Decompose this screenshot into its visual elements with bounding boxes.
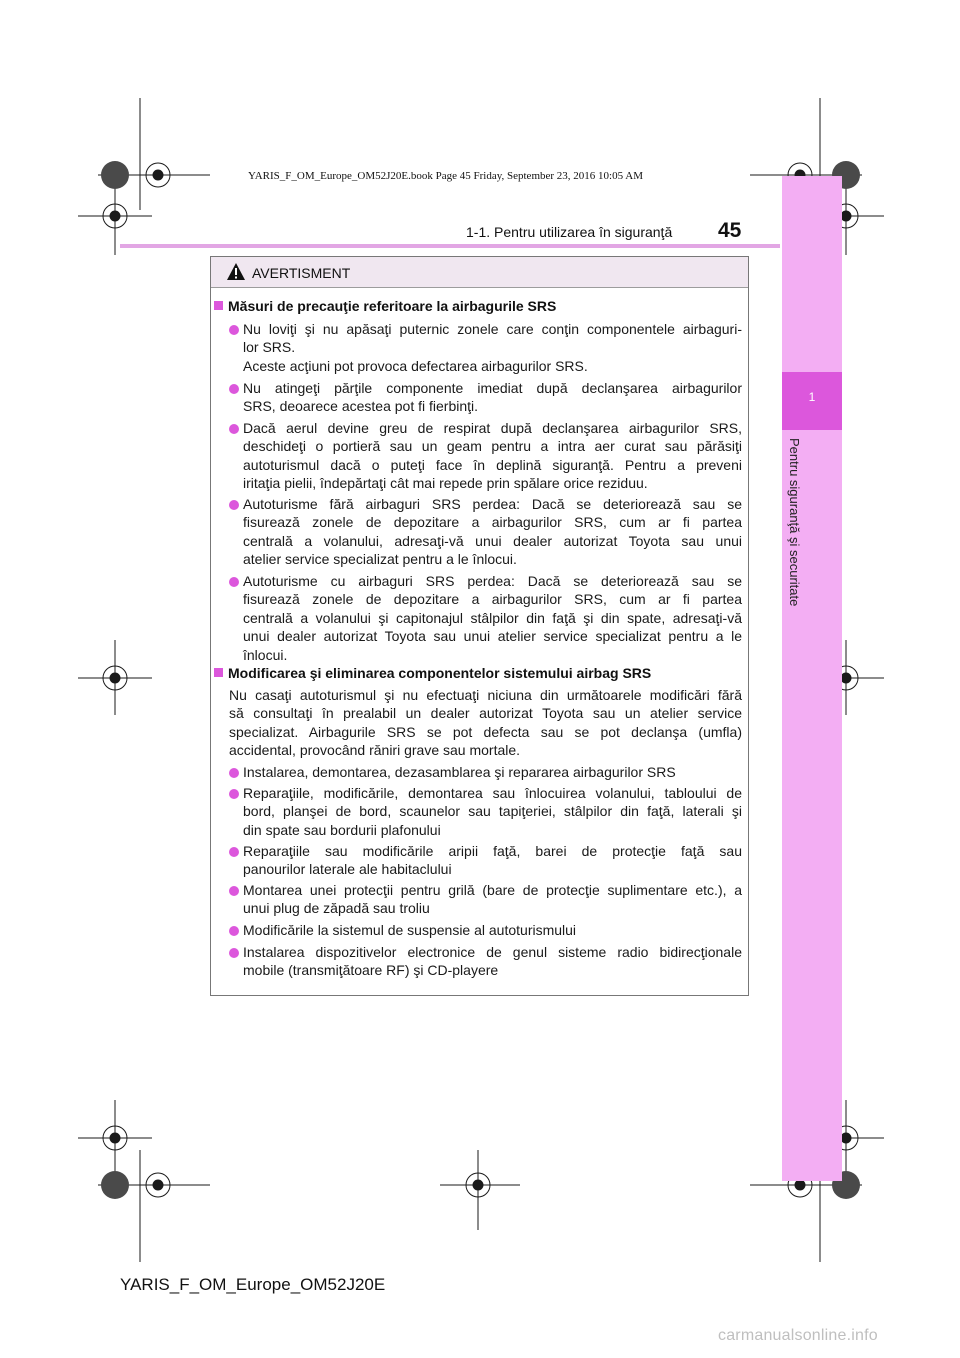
section2-heading: Modificarea şi eliminarea componentelor sistemului airbag SRS xyxy=(214,665,651,681)
list-item: Modificările la sistemul de suspensie al autoturismului xyxy=(243,922,577,938)
square-bullet-icon xyxy=(214,668,223,677)
side-tab-number: 1 xyxy=(808,390,816,404)
page-number: 45 xyxy=(718,219,742,242)
side-tab-title: Pentru siguranţă şi securitate xyxy=(787,438,802,607)
list-item: Instalarea dispozitivelor electronice de genul sisteme radio bidirecţionale mobile (transmiţătoare RF) şi CD-playere xyxy=(243,944,742,979)
bullet-icon xyxy=(229,325,239,335)
side-tab-title-wrap xyxy=(786,438,806,638)
book-info: YARIS_F_OM_Europe_OM52J20E.book Page 45 Friday, September 23, 2016 10:05 AM xyxy=(248,170,643,182)
section-title: 1-1. Pentru utilizarea în siguranţă xyxy=(466,224,673,240)
list-item: Autoturisme fără airbaguri SRS perdea: Dacă se deteriorează sau se fisurează zonele de depozitare a airbagurilor SRS, cum ar fi partea centrală a volanului, adresaţi-vă unui dealer autorizat Toyota sau unui atelier service specializat pentru a le înlocui. xyxy=(243,496,742,568)
footer-code: YARIS_F_OM_Europe_OM52J20E xyxy=(120,1275,386,1294)
bullet-icon xyxy=(229,847,239,857)
bullet-icon xyxy=(229,577,239,587)
list-item: Montarea unei protecţii pentru grilă (bare de protecţie suplimentare etc.), a unui plug de zăpadă sau troliu xyxy=(243,882,742,917)
list-item: Reparaţiile, modificările, demontarea sau înlocuirea volanului, tabloului de bord, planşei de bord, scaunelor sau tapiţeriei, stâlpilor din faţă, laterali şi din spate sau bordurii plafonului xyxy=(243,785,742,838)
list-item: Dacă aerul devine greu de respirat după declanşarea airbagurilor SRS, deschideţi o portieră sau un geam pentru a intra aer curat sau părăsiţi autoturismul dacă o puteţi face în deplină siguranţă. Pentru a preveni iritaţia pielii, îndepărtaţi cât mai repede prin spălare orice reziduu. xyxy=(243,420,742,492)
bullet-icon xyxy=(229,948,239,958)
bullet-icon xyxy=(229,886,239,896)
side-strip xyxy=(782,176,842,1181)
section2-intro: Nu casaţi autoturismul şi nu efectuaţi niciuna din următoarele modificări fără să consultaţi în prealabil un dealer autorizat Toyota sau un atelier service specializat. Airbagurile SRS se pot defecta sau se pot declanşa (umfla) accidental, provocând răniri grave sau mortale. xyxy=(229,687,742,759)
bullet-icon xyxy=(229,384,239,394)
watermark: carmanualsonline.info xyxy=(718,1327,878,1344)
list-item: Nu atingeţi părţile componente imediat după declanşarea airbagurilor SRS, deoarece acestea pot fi fierbinţi. xyxy=(243,380,742,415)
square-bullet-icon xyxy=(214,301,223,310)
list-item: Autoturisme cu airbaguri SRS perdea: Dacă se deteriorează sau se fisurează zonele de depozitare a airbagurilor SRS, cum ar fi partea centrală a volanului şi capitonajul stâlpilor din faţă şi din spate, adresaţi-vă unui dealer autorizat Toyota sau unui atelier service specializat pentru a le înlocui. xyxy=(243,573,742,663)
bullet-icon xyxy=(229,768,239,778)
list-item: Nu loviţi şi nu apăsaţi puternic zonele care conţin componentele airbaguri- lor SRS. Aceste acţiuni pot provoca defectarea airbagurilor SRS. xyxy=(243,321,742,374)
bullet-icon xyxy=(229,424,239,434)
list-item: Instalarea, demontarea, dezasamblarea şi repararea airbagurilor SRS xyxy=(243,764,676,780)
bullet-icon xyxy=(229,926,239,936)
header-rule xyxy=(120,244,780,248)
warning-triangle-icon xyxy=(226,262,246,282)
warning-title: AVERTISMENT xyxy=(252,265,351,281)
section1-heading: Măsuri de precauţie referitoare la airbagurile SRS xyxy=(214,298,556,314)
bullet-icon xyxy=(229,500,239,510)
list-item: Reparaţiile sau modificările aripii faţă, barei de protecţie faţă sau panourilor laterale ale habitaclului xyxy=(243,843,742,878)
bullet-icon xyxy=(229,789,239,799)
